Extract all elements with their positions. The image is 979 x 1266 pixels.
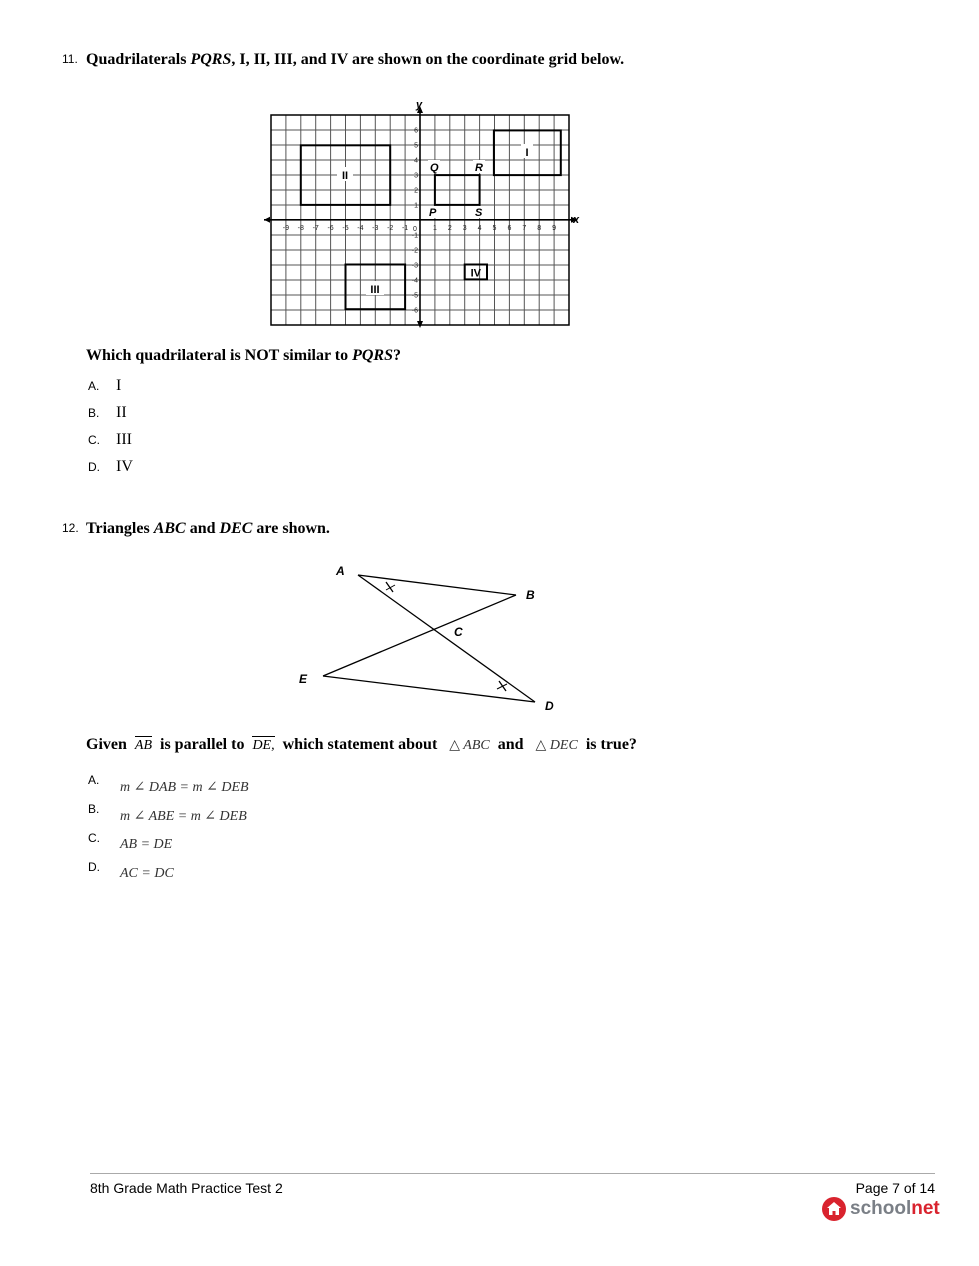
prompt-variable: DEC [219,520,253,537]
choice-text[interactable]: m ∠ ABE = m ∠ DEB [120,809,247,824]
prompt-variable: PQRS [190,51,232,68]
y-tick-label: -5 [411,292,418,300]
y-tick-label: -3 [411,262,418,270]
point-R: R [475,162,483,174]
prompt-text: , I, II, III, and IV are shown on the coordinate grid below. [231,51,625,68]
origin-label: 0 [413,226,417,233]
x-tick-label: -5 [342,225,349,232]
x-tick-label: -6 [327,225,334,232]
x-tick-label: 1 [432,225,437,232]
point-S: S [475,207,483,219]
page-number: Page 7 of 14 [855,1180,935,1196]
question-number: 12. [62,521,79,535]
choice-letter: A. [88,379,100,393]
y-axis-label: y [416,99,423,111]
x-tick-label: -1 [401,225,409,232]
point-P: P [429,207,437,219]
stem-text: and [497,736,524,753]
choice-text[interactable]: AB = DE [120,837,173,852]
vertex-A: A [336,564,345,578]
choice-text[interactable]: III [116,431,132,448]
stem-text: ? [393,347,401,364]
prompt-text: are shown. [252,520,330,537]
stem-text: is parallel to [160,736,245,753]
choice-letter: D. [88,460,100,474]
vertex-D: D [545,699,554,713]
prompt-text: and [185,520,220,537]
x-tick-label: 4 [477,225,482,232]
brand-logo [821,1196,940,1222]
x-tick-label: -2 [387,225,394,232]
triangle-DEC-notation: △ DEC [535,738,578,753]
question-number: 11. [62,52,78,66]
stem-text: is true? [585,736,637,753]
question-prompt [86,51,886,69]
x-tick-label: -3 [372,225,379,232]
stem-text: Given [86,736,127,753]
label-IV: IV [470,267,482,280]
x-tick-label: 3 [462,225,467,232]
choice-text[interactable]: IV [116,458,133,475]
choice-text[interactable]: m ∠ DAB = m ∠ DEB [120,780,249,795]
home-icon [821,1196,847,1222]
question-prompt [86,520,786,538]
choice-letter: D. [88,860,100,874]
x-tick-label: -7 [312,225,319,232]
x-axis-label: x [573,214,580,226]
x-tick-label: 5 [492,225,497,232]
stem-text: Which quadrilateral is NOT similar to [86,347,353,364]
choice-letter: C. [88,433,100,447]
y-tick-label: 3 [414,172,418,180]
x-tick-label: -4 [357,225,364,232]
brand-name-part: school [850,1198,912,1219]
point-Q: Q [430,162,439,174]
y-tick-label: -2 [411,247,418,255]
y-tick-label: -1 [411,232,418,240]
choice-letter: B. [88,406,100,420]
choice-letter: B. [88,802,100,816]
choice-text[interactable]: II [116,404,127,421]
label-I: I [525,147,529,159]
y-tick-label: 1 [414,202,418,210]
x-axis-arrow [264,217,270,223]
brand-name-part: net [911,1198,940,1219]
choice-letter: A. [88,773,100,787]
segment-DE-notation: DE, [252,738,275,753]
y-tick-label: 5 [414,142,418,150]
label-II: II [341,170,349,182]
question-stem [86,736,846,754]
label-III: III [370,284,380,296]
y-tick-label: 4 [414,157,418,165]
triangle-figure [290,555,570,720]
coordinate-grid [260,96,590,332]
x-tick-label: 9 [552,225,557,232]
x-tick-label: 2 [447,225,452,232]
triangle-ABC-notation: △ ABC [449,738,490,753]
choice-text[interactable]: AC = DC [120,866,174,881]
y-tick-label: 6 [414,127,418,135]
y-tick-label: -4 [411,277,418,285]
stem-variable: PQRS [352,347,393,364]
y-tick-label: 2 [414,187,418,195]
vertex-B: B [526,588,535,602]
question-stem [86,347,786,365]
y-tick-label: -6 [411,307,418,315]
x-tick-label: -9 [282,225,290,232]
x-tick-label: 7 [522,225,527,232]
vertex-C: C [454,625,463,639]
stem-text: which statement about [282,736,438,753]
prompt-text: Triangles [86,520,154,537]
x-tick-label: 6 [507,225,512,232]
footer-title: 8th Grade Math Practice Test 2 [90,1180,283,1196]
vertex-E: E [299,672,308,686]
segment-BE [323,595,516,676]
choice-text[interactable]: I [116,377,122,394]
x-tick-label: -8 [297,225,304,232]
prompt-text: Quadrilaterals [86,51,191,68]
prompt-variable: ABC [153,520,186,537]
choice-letter: C. [88,831,100,845]
x-tick-label: 8 [537,225,542,232]
footer-divider [90,1173,935,1174]
segment-AB-notation: AB [134,738,152,753]
